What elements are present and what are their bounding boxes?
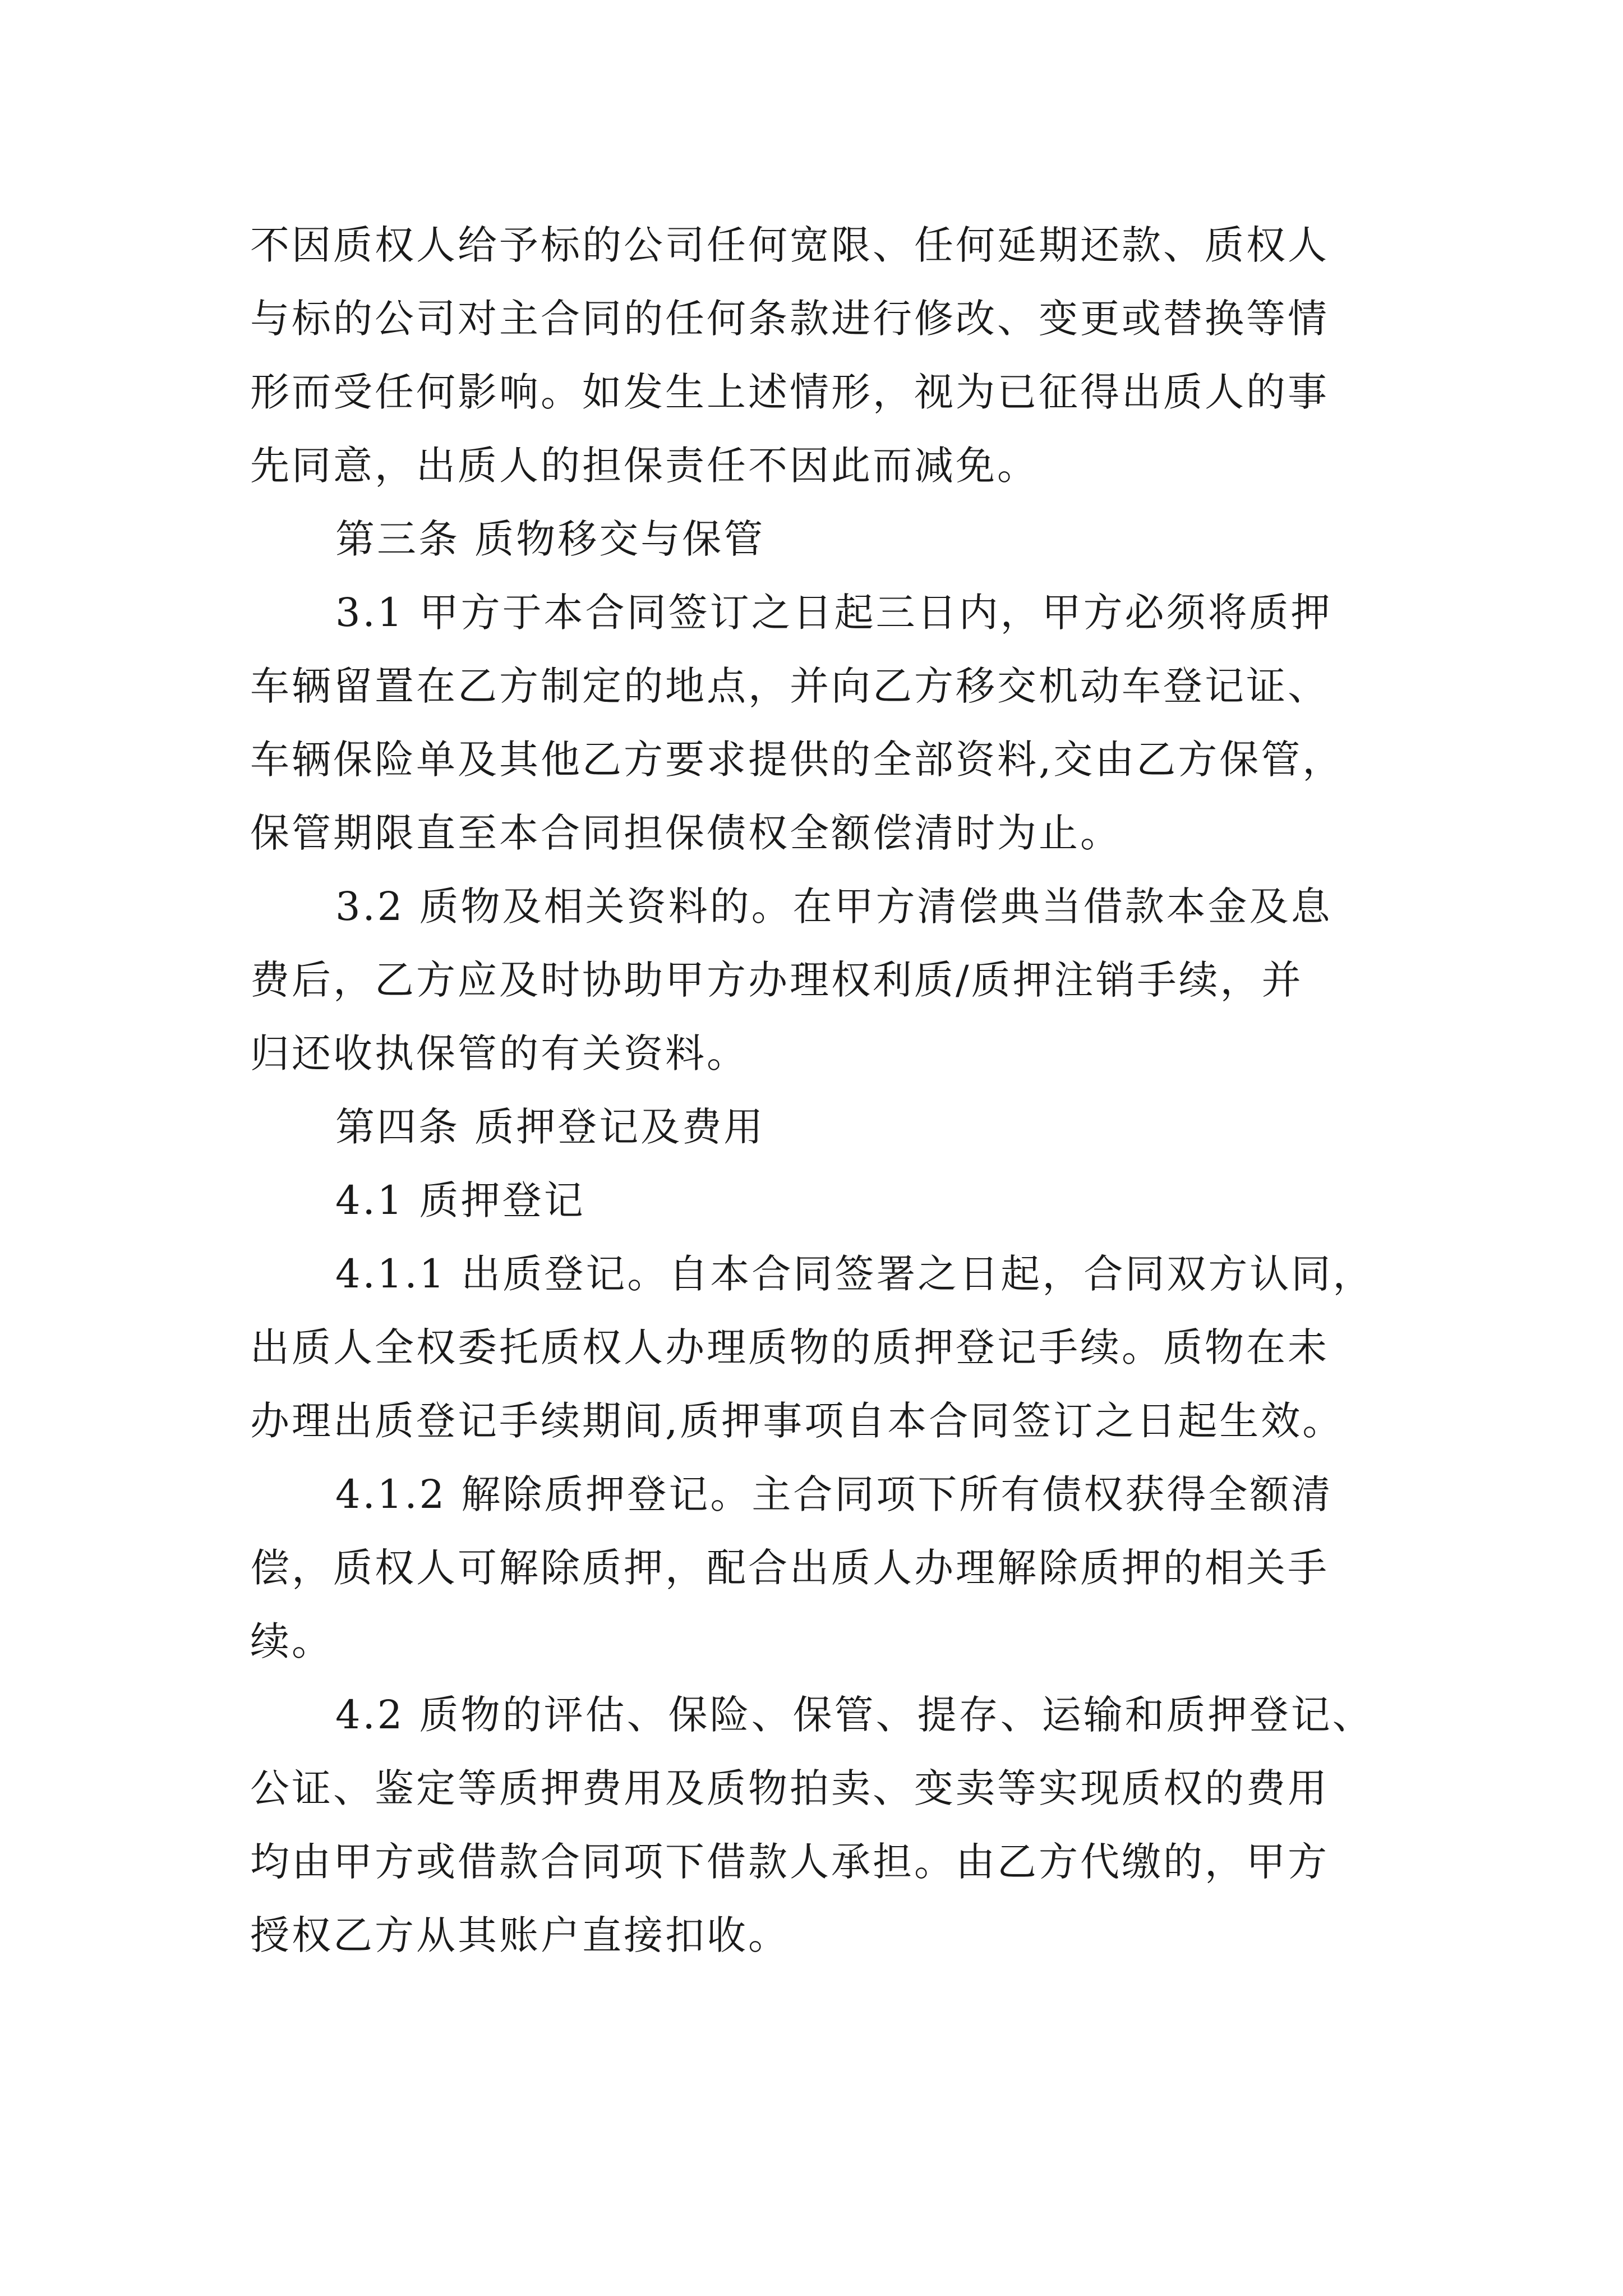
- text-line: 公证、鉴定等质押费用及质物拍卖、变卖等实现质权的费用: [250, 1765, 1329, 1811]
- text-line: 形而受任何影响。如发生上述情形，视为已征得出质人的事: [250, 369, 1329, 415]
- clause-4-1-2: 4.1.2 解除质押登记。主合同项下所有债权获得全额清: [335, 1471, 1333, 1517]
- clause-4-1: 4.1 质押登记: [335, 1177, 585, 1223]
- clause-4-1-1: 4.1.1 出质登记。自本合同签署之日起，合同双方认同，: [335, 1251, 1375, 1297]
- document-body: [250, 209, 1389, 1972]
- text-line: 续。: [250, 1618, 333, 1664]
- section-heading-3: 第三条 质物移交与保管: [335, 516, 766, 562]
- clause-3-2: 3.2 质物及相关资料的。在甲方清偿典当借款本金及息: [335, 884, 1332, 930]
- text-line: 偿，质权人可解除质押，配合出质人办理解除质押的相关手: [250, 1545, 1329, 1591]
- text-line: 保管期限直至本合同担保债权全额偿清时为止。: [250, 810, 1122, 856]
- text-line: 费后，乙方应及时协助甲方办理权利质/质押注销手续，并: [250, 957, 1303, 1003]
- text-line: 办理出质登记手续期间,质押事项自本合同签订之日起生效。: [250, 1398, 1344, 1444]
- text-line: 与标的公司对主合同的任何条款进行修改、变更或替换等情: [250, 296, 1329, 342]
- text-line: 车辆留置在乙方制定的地点，并向乙方移交机动车登记证、: [250, 663, 1329, 709]
- clause-3-1: 3.1 甲方于本合同签订之日起三日内，甲方必须将质押: [335, 590, 1332, 636]
- text-line: 车辆保险单及其他乙方要求提供的全部资料,交由乙方保管，: [250, 737, 1344, 783]
- text-line: 授权乙方从其账户直接扣收。: [250, 1912, 790, 1958]
- text-line: 先同意，出质人的担保责任不因此而减免。: [250, 443, 1039, 489]
- text-line: 均由甲方或借款合同项下借款人承担。由乙方代缴的，甲方: [250, 1839, 1329, 1885]
- text-line: 出质人全权委托质权人办理质物的质押登记手续。质物在未: [250, 1324, 1329, 1370]
- section-heading-4: 第四条 质押登记及费用: [335, 1104, 766, 1150]
- clause-4-2: 4.2 质物的评估、保险、保管、提存、运输和质押登记、: [335, 1692, 1374, 1738]
- text-line: 归还收执保管的有关资料。: [250, 1030, 748, 1076]
- text-line: 不因质权人给予标的公司任何宽限、任何延期还款、质权人: [250, 222, 1329, 268]
